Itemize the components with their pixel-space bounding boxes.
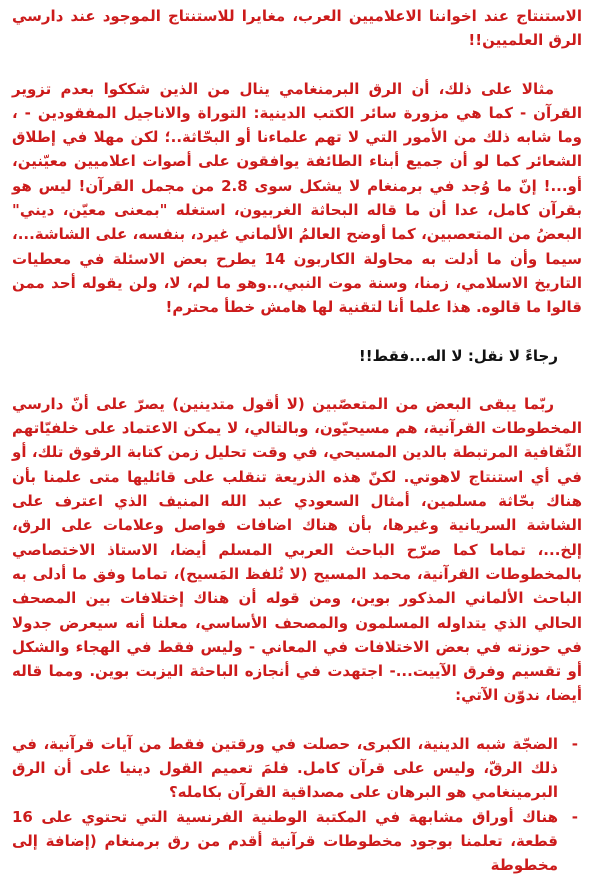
paragraph-intro: الاستنتاج عند اخواننا الاعلاميين العرب، مغايرا للاستنتاج الموجود عند دارسي الرق العلميين!!: [12, 7, 582, 50]
notes-list: [12, 732, 582, 878]
list-item-text: الضجّة شبه الدينية، الكبرى، حصلت في ورقتين فقط من آيات قرآنية، في ذلك الرقّ، وليس على قرآن كامل. فلمَ تعميم القول دينيا على أن الرق البرمينغامي هو البرهان على مصداقية القرآن بكامله؟: [12, 734, 558, 802]
paragraph-gap: [12, 708, 582, 732]
paragraph-gap: [12, 53, 582, 77]
paragraph-gap: [12, 320, 582, 344]
list-item: [12, 805, 582, 878]
dash-bullet-icon: -: [571, 807, 578, 826]
paragraph-scholars: ربّما يبقى البعض من المتعصّبين (لا أقول متدينين) يصرّ على أنّ دارسي المخطوطات القرآنية، هم مسيحيّون، وبالتالي، لا يمكن الاعتماد على خلفيّاتهم الثّقافية المرتبطة بالدين المسيحي، في وقت تحليل زمن كتابة الرقوق تلك، أو في أي استنتاج لاهوتي. لكنّ هذه الذريعة تنقلب على قائليها متى علمنا بأن هناك بحّاثة مسلمين، أمثال السعودي عبد الله المنيف الذي اعترف على الشاشة السريانية وغيرها، بأن هناك اضافات فواصل وعلامات على الرق، إلخ...، تماما كما صرّح الباحث العربي المسلم أيضا، الاستاذ الاختصاصي بالمخطوطات القرآنية، محمد المسيح (لا تُلفظ المَسيح)، تماما وفق ما أدلى به الباحث الألماني المذكور بوين، ومن قوله أن هناك إختلافات بين المصحف الحالي الذي يتداوله المسلمون والمصحف الأساسي، معلنا أنه سيعرض جدولا في حوزته في بعض الاختلافات في المعاني - وليس فقط في الهجاء والشكل أو تقسيم وفرق الآييت...- اجتهدت في أنجازه الباحثة اليزبت بوين. ومما قاله أيضا، ندوّن الآتي:: [12, 394, 582, 705]
list-item: [12, 732, 582, 805]
paragraph-gap: [12, 368, 582, 392]
paragraph-plea: رجاءً لا نقل: لا اله...فقط!!: [358, 346, 558, 365]
dash-bullet-icon: -: [571, 734, 578, 753]
list-item-text: هناك أوراق مشابهة في المكتبة الوطنية الفرنسية التي تحتوي على 16 قطعة، تعلمنا بوجود مخطوطات قرآنية أقدم من رق برمنغام (إضافة إلى مخطوطة: [12, 807, 558, 875]
paragraph-birmingham-example: مثالا على ذلك، أن الرق البرمنغامي ينال من الذين شككوا بعدم تزوير القرآن - كما هي مزورة سائر الكتب الدينية: التوراة والاناجيل المفقودين - ، وما شابه ذلك من الأمور التي لا تهم علماءنا أو البحّاثة..؛ لكن مهلا في إطلاق الشعائر كما لو أن جميع أبناء الطائفة يوافقون على أصوات اعلاميين معيّنين، أو...! إنّ ما وُجد في برمنغام لا يشكل سوى 2.8 من مجمل القرآن! ليس هو بقرآن كامل، عدا أن ما قاله البحاثة الغربيون، استغله "بمعنى معيّن، ديني" البعضُ من المتعصبين، كما أوضح العالمُ الألماني غيرد، بنفسه، على الشاشة...، سيما وأن ما أدلت به محاولة الكاربون 14 يطرح بعض الاسئلة في معطيات التاريخ الاسلامي، زمنا، وسنة موت النبي،..وهو ما لم، لا، ولن يقوله أحد ممن قالوا ما قالوه. هذا علما أنا لتقنية لها هامش خطأ محترم!: [12, 79, 582, 317]
